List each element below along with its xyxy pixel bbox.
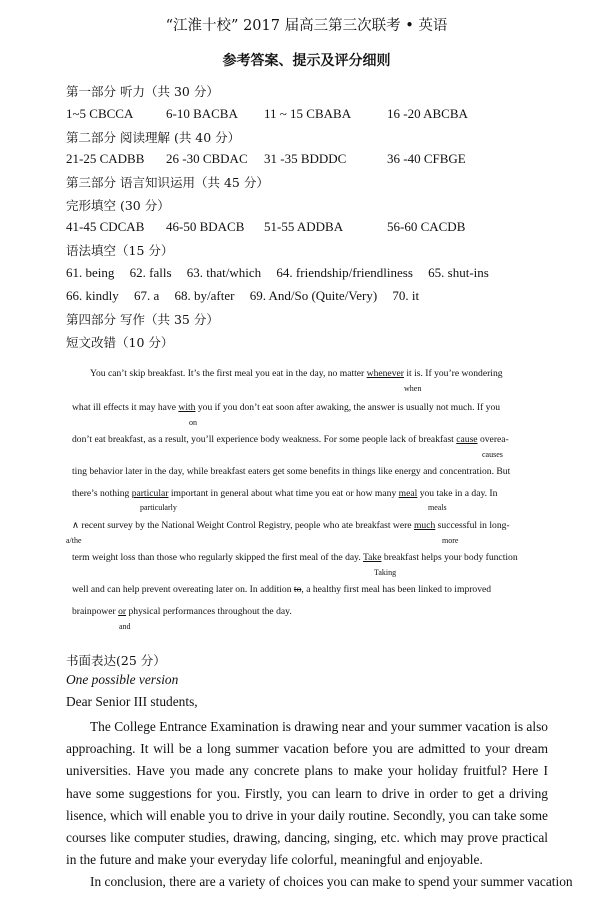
grammar-heading: 语法填空（15 分）	[66, 243, 174, 258]
essay-paragraph: The College Entrance Examination is drawing near and your summer vacation is also approaching. It will be a long summer vacation before you are admitted to your dream universities. Have you made any concrete plans to make your holiday fruitful? Here I have some suggestions for you. Firstly, you can learn to drive in order to get a driving lisence, which will enable you to drive in your daily routine. Secondly, you can take some courses like computer studies, drawing, dancing, singing, etc. which may prove practical in the future and make your everyday life colorful, meaningful and enjoyable.	[66, 719, 548, 868]
answer-group: 1~5 CBCCA	[66, 106, 134, 121]
error-word: much	[413, 520, 436, 531]
doc-subtitle: 参考答案、提示及评分细则	[222, 53, 391, 69]
correction-line: brainpower or physical performances throughout the day.	[72, 606, 292, 617]
correction-fix: and	[119, 622, 131, 631]
answer-group: 26 -30 CBDAC	[166, 151, 248, 166]
correction-line: don’t eat breakfast, as a result, you’ll experience body weakness. For some people lack of breakfast cause overea-	[72, 434, 509, 445]
correction-line: You can’t skip breakfast. It’s the first meal you eat in the day, no matter whenever it is. If you’re wondering	[90, 368, 503, 379]
correction-fix: meals	[428, 503, 447, 512]
deleted-word: to	[293, 584, 302, 595]
correction-fix: Taking	[374, 568, 397, 577]
correction-line: ting behavior later in the day, while breakfast eaters get some benefits in things like energy and concentration. But	[72, 466, 511, 477]
grammar-answer: 63. that/which	[186, 265, 262, 280]
grammar-answer: 65. shut-ins	[428, 265, 489, 280]
part3-heading: 第三部分 语言知识运用（共 45 分）	[66, 175, 269, 190]
correction-fix: causes	[482, 450, 503, 459]
answer-group: 21-25 CADBB	[66, 151, 145, 166]
grammar-answer: 64. friendship/friendliness	[276, 265, 413, 280]
answer-group: 31 -35 BDDDC	[264, 151, 347, 166]
grammar-answer: 62. falls	[129, 265, 172, 280]
answer-group: 11 ~ 15 CBABA	[264, 106, 352, 121]
correction-fix: more	[442, 536, 459, 545]
doc-title: “江淮十校” 2017 届高三第三次联考 • 英语	[165, 18, 448, 34]
grammar-answer: 70. it	[392, 288, 420, 303]
answer-group: 46-50 BDACB	[166, 219, 245, 234]
grammar-answer: 61. being	[66, 265, 115, 280]
answer-group: 51-55 ADDBA	[264, 219, 344, 234]
essay-paragraph: In conclusion, there are a variety of choices you can make to spend your summer vacation	[90, 874, 573, 890]
correction-line: what ill effects it may have with you if you don’t eat soon after awaking, the answer is usually not much. If you	[72, 402, 501, 413]
error-word: with	[178, 402, 196, 413]
salutation: Dear Senior III students,	[66, 694, 198, 709]
part2-heading: 第二部分 阅读理解 (共 40 分）	[66, 130, 241, 145]
answer-group: 6-10 BACBA	[166, 106, 238, 121]
correction-fix: when	[404, 384, 422, 393]
error-word: meal	[398, 488, 418, 499]
grammar-answers-row1	[66, 265, 501, 281]
grammar-answer: 68. by/after	[174, 288, 235, 303]
grammar-answer: 66. kindly	[66, 288, 119, 303]
answer-group: 56-60 CACDB	[387, 219, 466, 234]
answer-group: 36 -40 CFBGE	[387, 151, 466, 166]
grammar-answer: 69. And/So (Quite/Very)	[249, 288, 378, 303]
correction-fix: particularly	[140, 503, 177, 512]
part4-heading: 第四部分 写作（共 35 分）	[66, 312, 219, 327]
insert-caret: ∧	[72, 520, 80, 531]
version-label: One possible version	[66, 672, 179, 687]
writing-heading: 书面表达(25 分）	[66, 653, 166, 668]
error-word: whenever	[366, 368, 404, 379]
answer-group: 41-45 CDCAB	[66, 219, 145, 234]
grammar-answers-row2	[66, 288, 431, 304]
correction-line: well and can help prevent overeating later on. In addition to, a healthy first meal has been linked to improved	[72, 584, 492, 595]
correction-fix: on	[189, 418, 197, 427]
error-word: or	[118, 606, 127, 617]
error-word: cause	[456, 434, 478, 445]
correction-heading: 短文改错（10 分）	[66, 335, 174, 350]
correction-fix: a/the	[66, 536, 82, 545]
answer-group: 16 -20 ABCBA	[387, 106, 468, 121]
error-word: particular	[131, 488, 169, 499]
correction-line: ∧ recent survey by the National Weight Control Registry, people who ate breakfast were much successful in long-	[72, 520, 510, 531]
part1-heading: 第一部分 听力（共 30 分）	[66, 84, 219, 99]
grammar-answer: 67. a	[133, 288, 160, 303]
correction-line: there’s nothing particular important in general about what time you eat or how many meal you take in a day. In	[72, 488, 498, 499]
essay-body	[66, 716, 573, 894]
cloze-heading: 完形填空 (30 分）	[66, 198, 170, 213]
error-word: Take	[362, 552, 382, 563]
correction-line: term weight loss than those who regularly skipped the first meal of the day. Take breakfast helps your body function	[72, 552, 518, 563]
